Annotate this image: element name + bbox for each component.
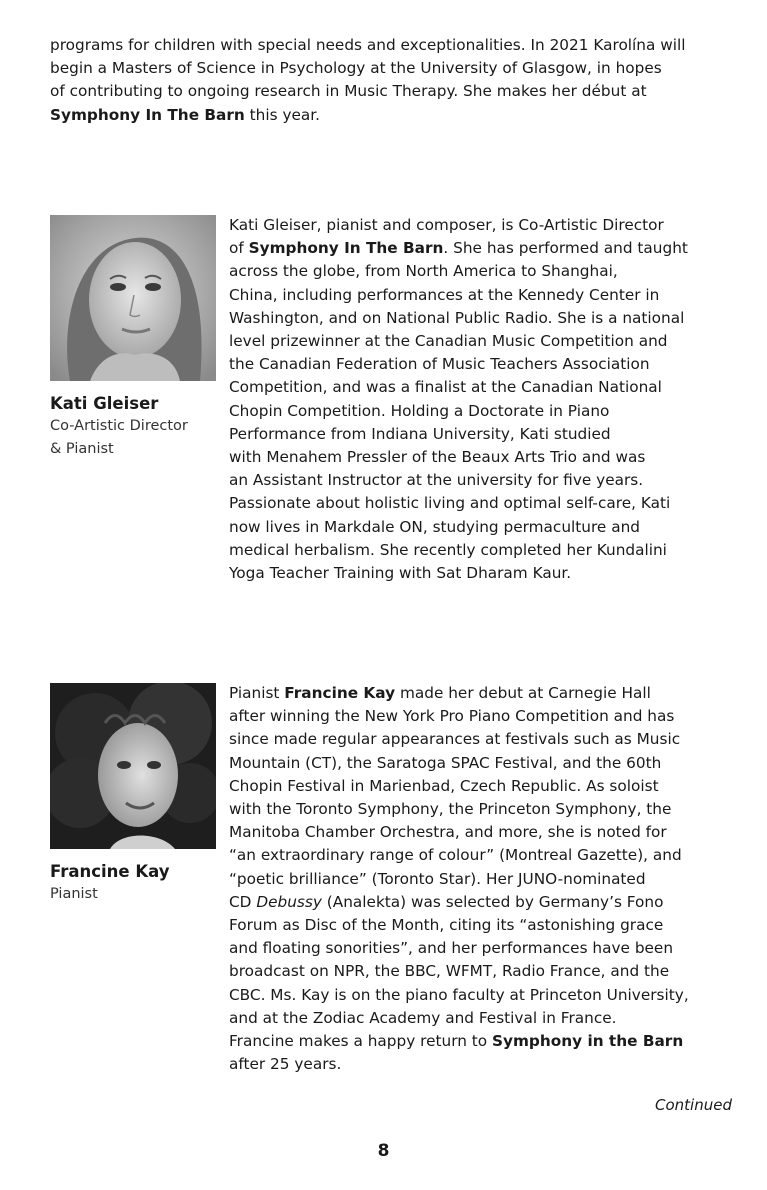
- text-run: made her debut at Carnegie Hall: [395, 684, 651, 702]
- text-run: after 25 years.: [229, 1055, 342, 1074]
- text-line: [229, 728, 739, 751]
- bold-text: Symphony In The Barn: [248, 239, 444, 258]
- text-line: [229, 469, 739, 492]
- text-run: Mountain (CT), the Saratoga SPAC Festival, and the 60th: [229, 753, 662, 772]
- text-line: [229, 284, 739, 307]
- text-line: [229, 1030, 739, 1053]
- text-run: Chopin Festival in Marienbad, Czech Republic. As soloist: [229, 776, 659, 795]
- text-line: [229, 914, 739, 937]
- text-run: Yoga Teacher Training with Sat Dharam Kaur.: [229, 564, 572, 583]
- text-line: [229, 330, 739, 353]
- text-run: Performance from Indiana University, Kati studied: [229, 424, 611, 443]
- text-line: [229, 376, 739, 399]
- text-line: [229, 775, 739, 798]
- text-run: broadcast on NPR, the BBC, WFMT, Radio France, and the: [229, 962, 670, 981]
- text-run: Passionate about holistic living and optimal self-care, Kati: [229, 494, 671, 513]
- bio-role: & Pianist: [50, 441, 114, 457]
- text-line: [229, 562, 739, 585]
- text-run: . She has performed and taught: [443, 239, 688, 258]
- text-run: Washington, and on National Public Radio. She is a national: [229, 308, 685, 327]
- text-run: of: [229, 239, 249, 258]
- text-line: [229, 214, 739, 237]
- text-run: begin a Masters of Science in Psychology at the University of Glasgow, in hopes: [50, 59, 662, 78]
- text-run: Forum as Disc of the Month, citing its “astonishing grace: [229, 916, 664, 935]
- text-run: and floating sonorities”, and her performances have been: [229, 939, 674, 958]
- francine-kay-bio: [229, 682, 739, 1076]
- text-run: Chopin Competition. Holding a Doctorate in Piano: [229, 401, 610, 420]
- text-line: [229, 237, 739, 260]
- bio-role: Co-Artistic Director: [50, 418, 188, 434]
- text-line: [229, 446, 739, 469]
- text-run: programs for children with special needs and exceptionalities. In 2021 Karolína will: [50, 36, 686, 54]
- text-run: since made regular appearances at festivals such as Music: [229, 730, 681, 749]
- text-line: [229, 798, 739, 821]
- text-line: [229, 868, 739, 891]
- bio-name: Kati Gleiser: [50, 394, 159, 413]
- kati-gleiser-portrait: [50, 215, 216, 381]
- text-run: an Assistant Instructor at the university for five years.: [229, 471, 644, 490]
- text-run: after winning the New York Pro Piano Competition and has: [229, 707, 675, 726]
- text-run: the Canadian Federation of Music Teachers Association: [229, 355, 650, 374]
- bold-text: Symphony in the Barn: [492, 1032, 684, 1051]
- text-line: [229, 705, 739, 728]
- text-line: [229, 891, 739, 914]
- text-run: with the Toronto Symphony, the Princeton Symphony, the: [229, 800, 672, 819]
- text-run: Kati Gleiser, pianist and composer, is Co-Artistic Director: [229, 216, 664, 234]
- text-line: [229, 984, 739, 1007]
- text-line: [50, 57, 740, 80]
- text-line: [229, 400, 739, 423]
- continued-note: Continued: [655, 1096, 732, 1114]
- francine-kay-portrait: [50, 683, 216, 849]
- text-run: (Analekta) was selected by Germany’s Fono: [321, 892, 664, 911]
- text-line: [229, 353, 739, 376]
- kati-gleiser-bio: [229, 214, 739, 585]
- text-line: [229, 307, 739, 330]
- text-run: Pianist: [229, 684, 285, 702]
- text-line: [50, 34, 740, 57]
- text-run: China, including performances at the Kennedy Center in: [229, 285, 660, 304]
- text-run: now lives in Markdale ON, studying permaculture and: [229, 517, 640, 536]
- text-run: medical herbalism. She recently completed her Kundalini: [229, 540, 667, 559]
- text-run: with Menahem Pressler of the Beaux Arts Trio and was: [229, 448, 646, 467]
- text-line: [229, 821, 739, 844]
- text-run: “an extraordinary range of colour” (Montreal Gazette), and: [229, 846, 682, 865]
- text-run: level prizewinner at the Canadian Music Competition and: [229, 332, 668, 351]
- page-number: 8: [377, 1141, 390, 1161]
- text-run: of contributing to ongoing research in Music Therapy. She makes her début at: [50, 82, 647, 101]
- text-line: [229, 1053, 739, 1076]
- text-line: [229, 844, 739, 867]
- bold-text: Symphony In The Barn: [50, 105, 245, 124]
- intro-paragraph: [50, 34, 740, 127]
- francine-kay-caption: [50, 860, 220, 906]
- italic-text: Debussy: [256, 892, 322, 911]
- text-line: [229, 423, 739, 446]
- text-line: [229, 516, 739, 539]
- text-run: CBC. Ms. Kay is on the piano faculty at Princeton University,: [229, 985, 689, 1004]
- text-line: [229, 937, 739, 960]
- bio-name: Francine Kay: [50, 862, 170, 881]
- text-line: [229, 1007, 739, 1030]
- text-run: Manitoba Chamber Orchestra, and more, she is noted for: [229, 823, 667, 842]
- text-run: across the globe, from North America to Shanghai,: [229, 262, 618, 281]
- text-run: “poetic brilliance” (Toronto Star). Her JUNO-nominated: [229, 869, 646, 888]
- text-line: [229, 492, 739, 515]
- bio-role: Pianist: [50, 886, 98, 902]
- text-run: Competition, and was a finalist at the Canadian National: [229, 378, 662, 397]
- kati-gleiser-caption: [50, 392, 220, 461]
- text-run: Francine makes a happy return to: [229, 1032, 492, 1051]
- text-line: [50, 80, 740, 103]
- text-line: [229, 260, 739, 283]
- text-run: this year.: [244, 105, 321, 124]
- bold-text: Francine Kay: [284, 684, 396, 702]
- text-run: and at the Zodiac Academy and Festival in France.: [229, 1008, 617, 1027]
- text-run: CD: [229, 892, 257, 911]
- text-line: [229, 752, 739, 775]
- text-line: [50, 104, 740, 127]
- text-line: [229, 539, 739, 562]
- text-line: [229, 682, 739, 705]
- text-line: [229, 960, 739, 983]
